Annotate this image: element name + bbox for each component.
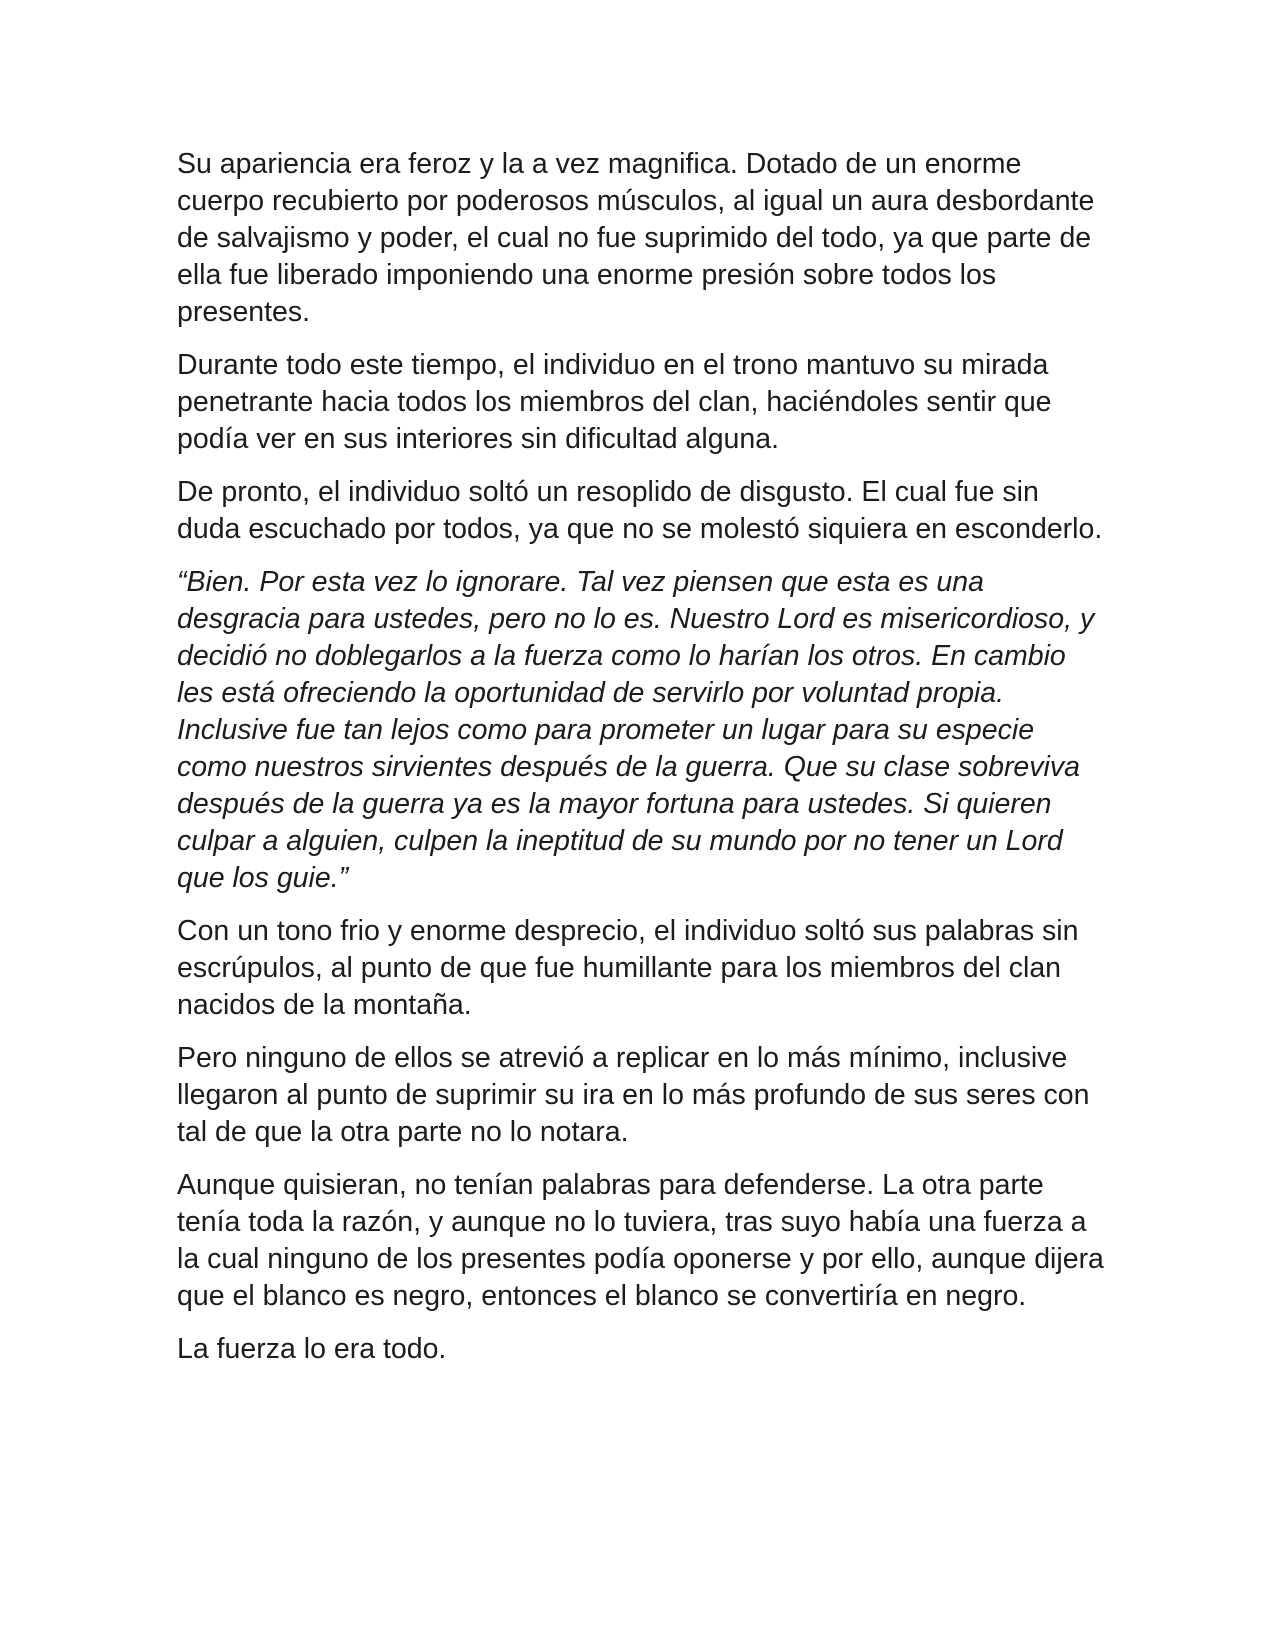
paragraph-6: Pero ninguno de ellos se atrevió a replicar en lo más mínimo, inclusive llegaron al punto de suprimir su ira en lo más profundo de sus seres con tal de que la otra parte no lo notara. <box>177 1042 1090 1148</box>
paragraph-7: Aunque quisieran, no tenían palabras para defenderse. La otra parte tenía toda la razón, y aunque no lo tuviera, tras suyo había una fuerza a la cual ninguno de los presentes podía oponerse y por ello, aunque dijera que el blanco es negro, entonces el blanco se convertiría en negro. <box>177 1169 1104 1312</box>
paragraph-2: Durante todo este tiempo, el individuo en el trono mantuvo su mirada penetrante hacia todos los miembros del clan, haciéndoles sentir que podía ver en sus interiores sin dificultad alguna. <box>177 349 1052 455</box>
paragraph-8: La fuerza lo era todo. <box>177 1333 447 1365</box>
paragraph-1: Su apariencia era feroz y la a vez magnifica. Dotado de un enorme cuerpo recubierto por poderosos músculos, al igual un aura desbordante de salvajismo y poder, el cual no fue suprimido del todo, ya que parte de ella fue liberado imponiendo una enorme presión sobre todos los presentes. <box>177 148 1095 328</box>
quoted-speech-paragraph: “Bien. Por esta vez lo ignorare. Tal vez piensen que esta es una desgracia para ustedes, pero no lo es. Nuestro Lord es misericordioso, y decidió no doblegarlos a la fuerza como lo harían los otros. En cambio les está ofreciendo la oportunidad de servirlo por voluntad propia. Inclusive fue tan lejos como para prometer un lugar para su especie como nuestros sirvientes después de la guerra. Que su clase sobreviva después de la guerra ya es la mayor fortuna para ustedes. Si quieren culpar a alguien, culpen la ineptitud de su mundo por no tener un Lord que los guie.” <box>177 566 1095 894</box>
paragraph-3: De pronto, el individuo soltó un resoplido de disgusto. El cual fue sin duda escuchado por todos, ya que no se molestó siquiera en esconderlo. <box>177 476 1103 545</box>
paragraph-5: Con un tono frio y enorme desprecio, el individuo soltó sus palabras sin escrúpulos, al punto de que fue humillante para los miembros del clan nacidos de la montaña. <box>177 915 1079 1021</box>
document-body <box>177 146 1107 1384</box>
